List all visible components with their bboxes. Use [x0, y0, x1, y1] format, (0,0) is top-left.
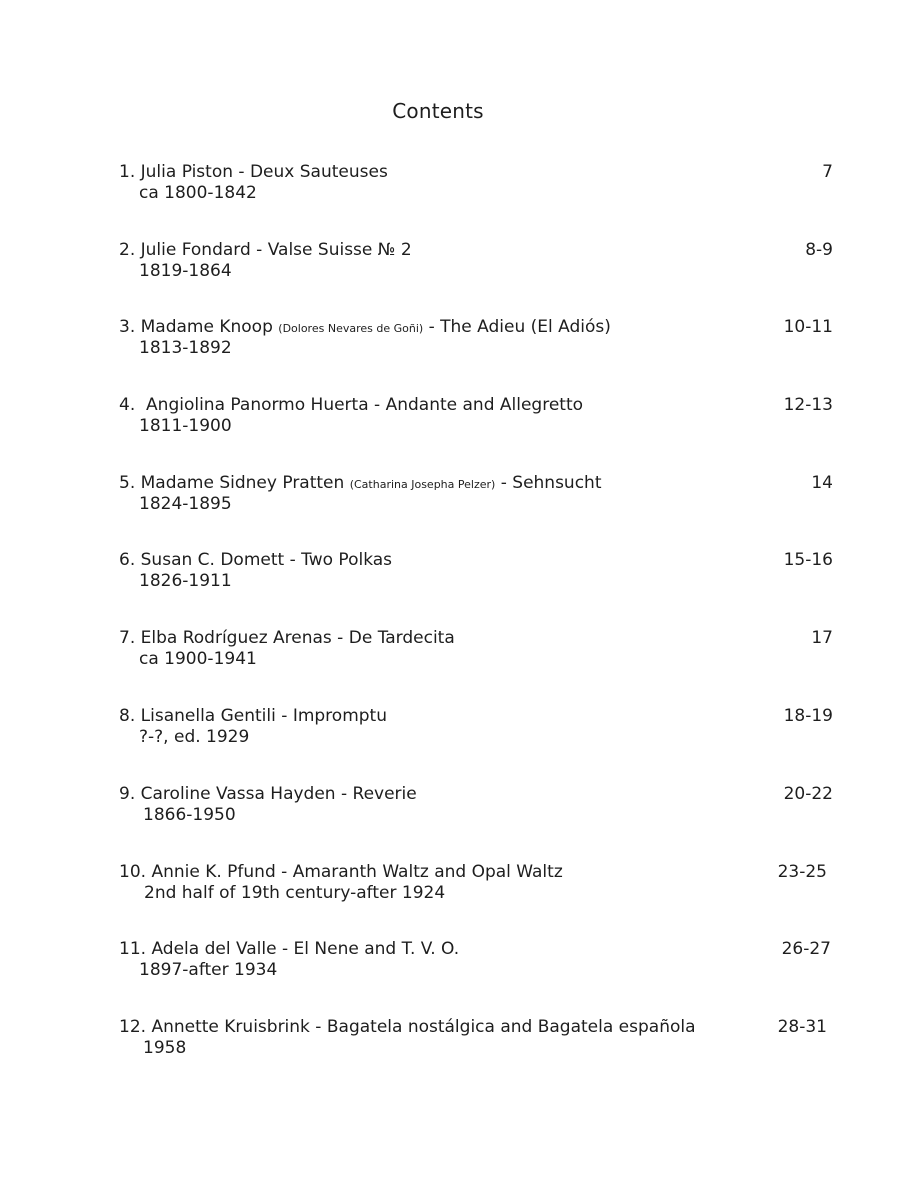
composer-birth-name: (Dolores Nevares de Goñi): [278, 322, 424, 335]
composer-name: Lisanella Gentili: [140, 706, 276, 726]
work-title: De Tardecita: [348, 628, 455, 648]
composer-name: Angiolina Panormo Huerta: [146, 395, 369, 415]
page-range: 17: [811, 628, 833, 648]
entry-number: 6.: [119, 550, 136, 570]
page-range: 15-16: [783, 550, 833, 570]
entry-heading: 12. Annette Kruisbrink - Bagatela nostálgica and Bagatela española: [119, 1017, 696, 1037]
work-title: Sehnsucht: [512, 473, 602, 493]
composer-dates: 1824-1895: [139, 494, 232, 514]
composer-dates: ca 1900-1941: [139, 649, 257, 669]
composer-birth-name: (Catharina Josepha Pelzer): [349, 478, 496, 491]
entry-number: 3.: [119, 317, 136, 337]
entry-heading: 2. Julie Fondard - Valse Suisse № 2: [119, 240, 412, 260]
composer-dates: 1826-1911: [139, 571, 232, 591]
composer-dates: 2nd half of 19th century-after 1924: [144, 883, 446, 903]
entry-number: 7.: [119, 628, 136, 648]
entry-heading: 10. Annie K. Pfund - Amaranth Waltz and Opal Waltz: [119, 862, 563, 882]
composer-dates: 1813-1892: [139, 338, 232, 358]
entry-number: 8.: [119, 706, 136, 726]
work-title: Impromptu: [292, 706, 387, 726]
contents-entry: [119, 628, 833, 678]
composer-dates: ?-?, ed. 1929: [139, 727, 250, 747]
page-range: 7: [822, 162, 833, 182]
composer-dates: 1958: [143, 1038, 187, 1058]
composer-dates: ca 1800-1842: [139, 183, 257, 203]
entry-heading: 9. Caroline Vassa Hayden - Reverie: [119, 784, 417, 804]
entry-heading: 1. Julia Piston - Deux Sauteuses: [119, 162, 388, 182]
entry-number: 4.: [119, 395, 136, 415]
composer-dates: 1819-1864: [139, 261, 232, 281]
entry-number: 12.: [119, 1017, 147, 1037]
page-range: 8-9: [805, 240, 833, 260]
entry-heading: 3. Madame Knoop (Dolores Nevares de Goñi) - The Adieu (El Adiós): [119, 317, 611, 337]
work-title: The Adieu (El Adiós): [440, 317, 611, 337]
contents-entry: [119, 240, 833, 290]
page-range: 14: [811, 473, 833, 493]
contents-entry: [119, 706, 833, 756]
entry-heading: 11. Adela del Valle - El Nene and T. V. O.: [119, 939, 460, 959]
entry-number: 11.: [119, 939, 147, 959]
entry-heading: 8. Lisanella Gentili - Impromptu: [119, 706, 387, 726]
page-range: 12-13: [783, 395, 833, 415]
contents-entry: [119, 1017, 833, 1067]
composer-dates: 1811-1900: [139, 416, 232, 436]
work-title: Reverie: [352, 784, 417, 804]
contents-entry: [119, 784, 833, 834]
composer-name: Annie K. Pfund: [151, 862, 276, 882]
page-title: Contents: [392, 99, 484, 123]
work-title: Deux Sauteuses: [249, 162, 388, 182]
contents-entry: [119, 395, 833, 445]
work-title: Valse Suisse № 2: [267, 240, 412, 260]
contents-entry: [119, 162, 833, 212]
composer-name: Susan C. Domett: [140, 550, 285, 570]
composer-name: Elba Rodríguez Arenas: [140, 628, 332, 648]
composer-name: Annette Kruisbrink: [151, 1017, 310, 1037]
composer-dates: 1897-after 1934: [139, 960, 278, 980]
work-title: Bagatela nostálgica and Bagatela española: [326, 1017, 696, 1037]
composer-name: Julie Fondard: [140, 240, 251, 260]
entry-heading: 5. Madame Sidney Pratten (Catharina Josepha Pelzer) - Sehnsucht: [119, 473, 602, 493]
composer-dates: 1866-1950: [143, 805, 236, 825]
composer-name: Madame Sidney Pratten: [140, 473, 345, 493]
work-title: Amaranth Waltz and Opal Waltz: [292, 862, 563, 882]
composer-name: Caroline Vassa Hayden: [140, 784, 336, 804]
page-range: 23-25: [777, 862, 827, 882]
contents-entry: [119, 317, 833, 367]
contents-entry: [119, 862, 833, 912]
composer-name: Madame Knoop: [140, 317, 273, 337]
entry-number: 9.: [119, 784, 136, 804]
work-title: Two Polkas: [301, 550, 393, 570]
page-range: 18-19: [783, 706, 833, 726]
contents-entry: [119, 473, 833, 523]
page-range: 10-11: [783, 317, 833, 337]
page-range: 28-31: [777, 1017, 827, 1037]
work-title: Andante and Allegretto: [385, 395, 584, 415]
entry-number: 5.: [119, 473, 136, 493]
contents-entry: [119, 550, 833, 600]
page-range: 20-22: [783, 784, 833, 804]
entry-number: 10.: [119, 862, 147, 882]
entry-heading: 6. Susan C. Domett - Two Polkas: [119, 550, 393, 570]
contents-entry: [119, 939, 833, 989]
page-range: 26-27: [781, 939, 831, 959]
entry-number: 1.: [119, 162, 136, 182]
entry-heading: 4. Angiolina Panormo Huerta - Andante and Allegretto: [119, 395, 584, 415]
composer-name: Julia Piston: [140, 162, 233, 182]
entry-number: 2.: [119, 240, 136, 260]
work-title: El Nene and T. V. O.: [293, 939, 460, 959]
entry-heading: 7. Elba Rodríguez Arenas - De Tardecita: [119, 628, 455, 648]
composer-name: Adela del Valle: [151, 939, 277, 959]
